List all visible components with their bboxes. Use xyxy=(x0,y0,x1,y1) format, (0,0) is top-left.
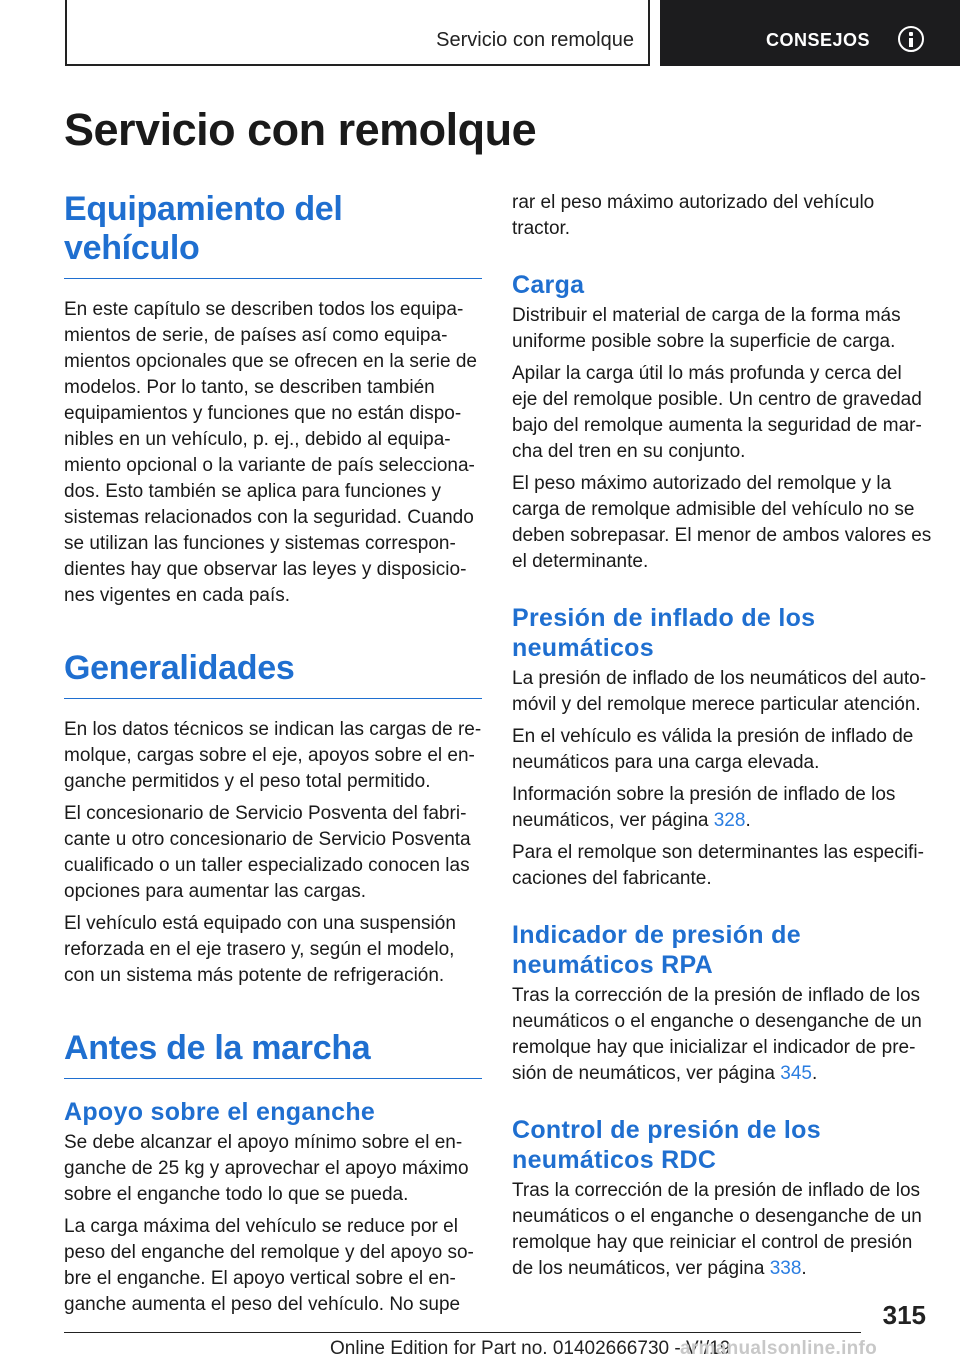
heading-rpa: Indicador de presión de neumáticos RPA xyxy=(512,921,801,979)
heading-carga: Carga xyxy=(512,271,585,299)
paragraph: rar el peso máximo autorizado del vehículo tractor. xyxy=(512,192,875,239)
heading-generalidades: Generalidades xyxy=(64,649,482,699)
page-link-338[interactable]: 338 xyxy=(769,1258,802,1279)
page-link-345[interactable]: 345 xyxy=(780,1063,812,1084)
paragraph: El vehículo está equipado con una suspensión reforzada en el eje trasero y, según el modelo, con un sistema más potente de refrigeración. xyxy=(64,913,456,986)
paragraph: En el vehículo es válida la presión de inflado de neumáticos para una carga elevada. xyxy=(512,726,914,773)
paragraph xyxy=(512,782,932,834)
text-run: Tras la corrección de la presión de inflado de los neumáticos o el enganche o desenganche de un remolque hay que inicializar el indicador de presión de neumáticos, ver página xyxy=(512,985,922,1084)
paragraph: En este capítulo se describen todos los equipamientos de serie, de países así como equipamientos opcionales que se ofrecen en la serie de modelos. Por lo tanto, se describen también equipamientos y funciones que no están disponibles en un vehículo, p. ej., debido al equipamiento opcional o la variante de país seleccionados. Esto también se aplica para funciones y sistemas relacionados con la seguridad. Cuando se utilizan las funciones y sistemas correspondientes hay que observar las leyes y disposiciones vigentes en cada país. xyxy=(64,299,477,606)
heading-rdc: Control de presión de los neumáticos RDC xyxy=(512,1116,821,1174)
paragraph: En los datos técnicos se indican las cargas de remolque, cargas sobre el eje, apoyos sobre el enganche permitidos y el peso total permitido. xyxy=(64,719,482,792)
page-link-328[interactable]: 328 xyxy=(713,810,746,831)
page-header xyxy=(0,0,960,66)
paragraph: Se debe alcanzar el apoyo mínimo sobre el enganche de 25 kg y aprovechar el apoyo máximo sobre el enganche todo lo que se pueda. xyxy=(64,1132,469,1205)
text-run: . xyxy=(811,1063,818,1084)
left-column xyxy=(64,190,482,1324)
paragraph: El peso máximo autorizado del remolque y la carga de remolque admisible del vehículo no se deben sobrepasar. El menor de ambos valores es el determinante. xyxy=(512,473,932,572)
watermark: armanualsonline.info xyxy=(680,1338,878,1359)
heading-antes-de-la-marcha: Antes de la marcha xyxy=(64,1029,482,1079)
header-chapter-label: CONSEJOS xyxy=(766,30,871,50)
paragraph: El concesionario de Servicio Posventa del fabricante u otro concesionario de Servicio Posventa cualificado o un taller especializado conocen las opciones para aumentar las cargas. xyxy=(64,803,471,902)
heading-apoyo: Apoyo sobre el enganche xyxy=(64,1098,376,1126)
paragraph: Apilar la carga útil lo más profunda y cerca del eje del remolque posible. Un centro de gravedad bajo del remolque aumenta la seguridad de marcha del tren en su conjunto. xyxy=(512,363,922,462)
text-run: . xyxy=(745,810,751,831)
info-icon xyxy=(898,26,924,52)
paragraph xyxy=(512,1178,932,1282)
heading-presion-inflado: Presión de inflado de los neumáticos xyxy=(512,604,816,662)
header-section-title: Servicio con remolque xyxy=(436,29,634,51)
page-number: 315 xyxy=(882,1300,926,1330)
header-chapter-box xyxy=(660,0,960,66)
page-title: Servicio con remolque xyxy=(64,104,537,155)
text-run: Tras la corrección de la presión de inflado de los neumáticos o el enganche o desenganche de un remolque hay que reiniciar el control de presión de los neumáticos, ver página xyxy=(512,1180,922,1279)
heading-equipamiento: Equipamiento del vehículo xyxy=(64,190,482,279)
paragraph: La carga máxima del vehículo se reduce por el peso del enganche del remolque y del apoyo sobre el enganche. El apoyo vertical sobre el enganche aumenta el peso del vehículo. No supe xyxy=(64,1216,474,1315)
footer-divider xyxy=(64,1332,861,1333)
paragraph: Distribuir el material de carga de la forma más uniforme posible sobre la superficie de carga. xyxy=(512,305,901,352)
paragraph: La presión de inflado de los neumáticos del automóvil y del remolque merece particular atención. xyxy=(512,668,927,715)
paragraph: Para el remolque son determinantes las especificaciones del fabricante. xyxy=(512,842,924,889)
paragraph xyxy=(512,983,932,1087)
header-section-box xyxy=(65,0,650,66)
text-run: Información sobre la presión de inflado de los neumáticos, ver página xyxy=(512,784,896,831)
right-column xyxy=(512,190,932,1288)
text-run: . xyxy=(801,1258,807,1279)
footer-edition: Online Edition for Part no. 01402666730 - VI/19 xyxy=(330,1338,731,1359)
